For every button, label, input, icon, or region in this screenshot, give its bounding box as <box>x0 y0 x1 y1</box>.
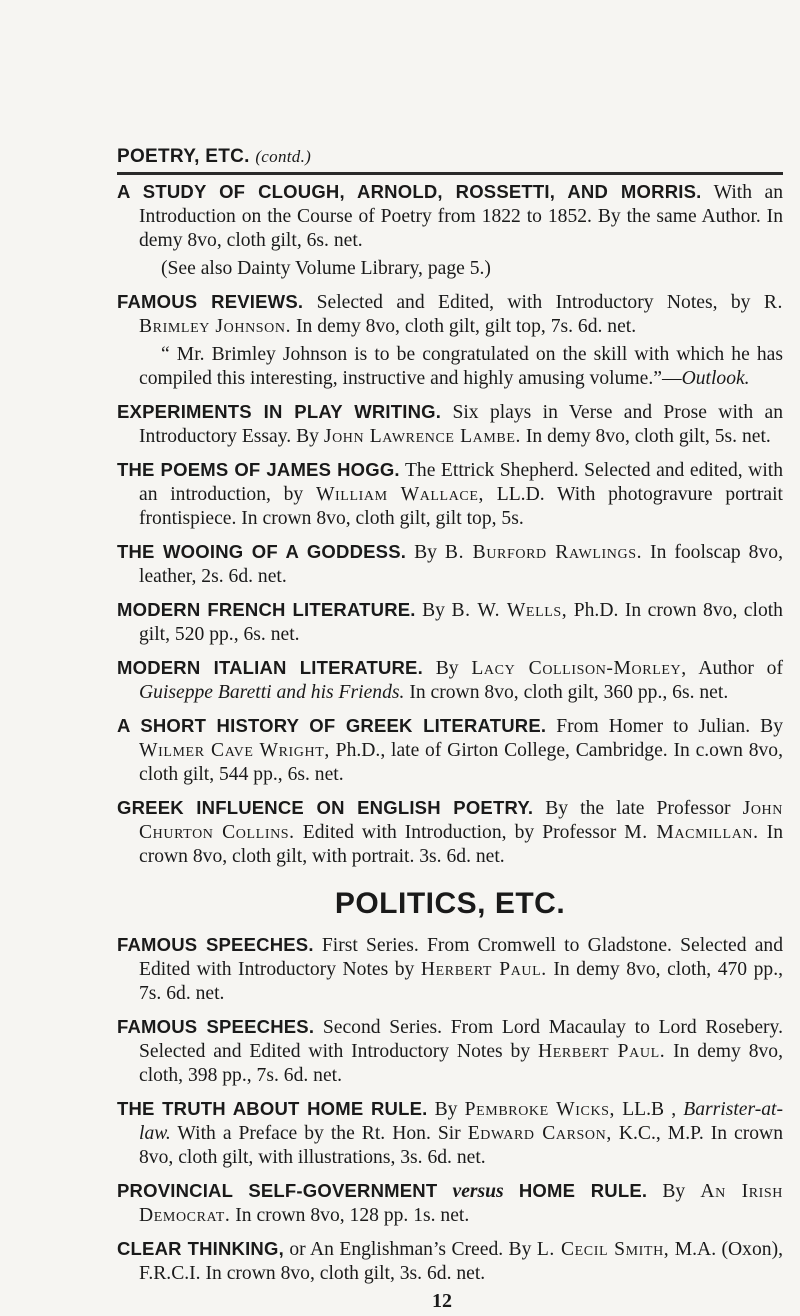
see-also-text: (See also Dainty Volume Library, page 5.) <box>161 258 491 279</box>
entry-text: M.A. (Oxon), F.R.C.I. In crown 8vo, cloth gilt, 3s. 6d. net. <box>139 1239 783 1284</box>
entry-title: A SHORT HISTORY OF GREEK LITERATURE. <box>117 715 547 736</box>
entry-modern-french <box>117 598 783 647</box>
entry-text: By <box>662 1181 686 1202</box>
author-title: Barrister-at-law. <box>139 1099 784 1144</box>
entry-experiments-play-writing <box>117 400 783 449</box>
entry-title: FAMOUS REVIEWS. <box>117 291 304 312</box>
entry-text: From Homer to Julian. By <box>556 716 784 737</box>
entry-title: MODERN FRENCH LITERATURE. <box>117 599 416 620</box>
entry-text: By <box>435 658 459 679</box>
author-name: John Churton Collins. <box>139 798 783 843</box>
author-name: An Irish Democrat. <box>139 1181 783 1226</box>
running-head-contd: (contd.) <box>255 147 312 166</box>
entry-provincial-self-government <box>117 1179 783 1228</box>
section-heading-politics: POLITICS, ETC. <box>334 887 566 920</box>
entry-title: THE POEMS OF JAMES HOGG. <box>117 459 400 480</box>
page-number: 12 <box>432 1290 452 1312</box>
author-name: B. W. Wells, <box>451 600 568 621</box>
entry-poems-james-hogg <box>117 458 783 531</box>
author-name: L. Cecil Smith, <box>536 1239 670 1260</box>
entry-text: In demy 8vo, cloth, 470 pp., 7s. 6d. net. <box>139 959 784 1004</box>
entry-famous-reviews <box>117 290 783 339</box>
author-name: Wilmer Cave Wright, <box>139 740 330 761</box>
review-quote <box>117 343 783 391</box>
header-rule <box>117 172 783 175</box>
entry-text: Selected and Edited, with Introductory Notes, by <box>316 292 751 313</box>
entry-truth-home-rule <box>117 1097 783 1170</box>
entry-text: In demy 8vo, cloth gilt, 5s. net. <box>525 426 771 447</box>
entry-text: The Ettrick Shepherd. Selected and edited, with an introduction, by <box>139 460 784 505</box>
entry-text: or An Englishman’s Creed. By <box>289 1239 532 1260</box>
entry-title: MODERN ITALIAN LITERATURE. <box>117 657 423 678</box>
quote-text: “ Mr. Brimley Johnson is to be congratulated on the skill with which he has compiled this interesting, instructive and highly amusing volume.”— <box>139 344 783 389</box>
entry-title-2: HOME RULE. <box>518 1180 648 1201</box>
see-also-note <box>117 257 783 281</box>
entry-text: In demy 8vo, cloth, 398 pp., 7s. 6d. net. <box>139 1041 783 1086</box>
entry-title: GREEK INFLUENCE ON ENGLISH POETRY. <box>117 797 534 818</box>
entry-text: LL.B , <box>622 1099 677 1120</box>
entry-text: In demy 8vo, cloth gilt, gilt top, 7s. 6d. net. <box>296 316 637 337</box>
entry-text: By <box>434 1099 458 1120</box>
entry-title: CLEAR THINKING, <box>117 1238 284 1259</box>
author-name: B. Burford Rawlings. <box>444 542 643 563</box>
running-head <box>117 146 311 168</box>
entry-text: By <box>414 542 437 563</box>
entry-greek-influence <box>117 796 783 869</box>
entry-text: In crown 8vo, 128 pp. 1s. net. <box>235 1205 470 1226</box>
entry-text: Ph.D., late of Girton College, Cambridge. In c.own 8vo, cloth gilt, 544 pp., 6s. net. <box>139 740 784 785</box>
entry-clear-thinking <box>117 1237 783 1286</box>
entry-greek-literature <box>117 714 783 787</box>
entry-text: Six plays in Verse and Prose with an Introductory Essay. By <box>139 402 783 447</box>
entry-title: THE WOOING OF A GODDESS. <box>117 541 407 562</box>
entry-text: By the late Professor <box>545 798 731 819</box>
author-name: Pembroke Wicks, <box>464 1099 616 1120</box>
entry-text: In crown 8vo, cloth gilt, 360 pp., 6s. net. <box>409 682 729 703</box>
entry-text: Edited with Introduction, by Professor <box>302 822 617 843</box>
entry-text: In crown 8vo, cloth gilt, with portrait. 3s. 6d. net. <box>139 822 783 867</box>
entry-title: A STUDY OF CLOUGH, ARNOLD, ROSSETTI, AND MORRIS. <box>117 181 702 202</box>
entry-text: LL.D. With photogravure portrait frontispiece. In crown 8vo, cloth gilt, gilt top, 5s. <box>139 484 783 529</box>
entry-title: EXPERIMENTS IN PLAY WRITING. <box>117 401 442 422</box>
entry-title: PROVINCIAL SELF-GOVERNMENT <box>117 1180 438 1201</box>
page-content <box>117 180 783 1295</box>
entry-famous-speeches-second <box>117 1015 783 1088</box>
entry-study-clough <box>117 180 783 253</box>
entry-famous-speeches-first <box>117 933 783 1006</box>
entry-text: Author of <box>698 658 783 679</box>
author-name: William Wallace, <box>315 484 485 505</box>
entry-text: Ph.D. In crown 8vo, cloth gilt, 520 pp., 6s. net. <box>139 600 783 645</box>
entry-wooing-goddess <box>117 540 783 589</box>
entry-text: With an Introduction on the Course of Poetry from 1822 to 1852. By the same Author. In demy 8vo, cloth gilt, 6s. net. <box>139 182 783 251</box>
author-name: Herbert Paul. <box>538 1041 666 1062</box>
entry-text: First Series. From Cromwell to Gladstone. Selected and Edited with Introductory Notes by <box>139 935 783 980</box>
entry-title-versus: versus <box>452 1181 504 1202</box>
author-name: R. Brimley Johnson. <box>139 292 784 337</box>
author-name: John Lawrence Lambe. <box>323 426 521 447</box>
preface-author: Edward Carson, <box>467 1123 612 1144</box>
editor-name: M. Macmillan. <box>624 822 759 843</box>
entry-text: With a Preface by the Rt. Hon. Sir <box>177 1123 461 1144</box>
entry-title: FAMOUS SPEECHES. <box>117 1016 315 1037</box>
author-name: Herbert Paul. <box>420 959 547 980</box>
entry-modern-italian <box>117 656 783 705</box>
entry-text: By <box>422 600 445 621</box>
book-title: Guiseppe Baretti and his Friends. <box>139 682 405 703</box>
entry-title: FAMOUS SPEECHES. <box>117 934 314 955</box>
author-name: Lacy Collison-Morley, <box>471 658 687 679</box>
entry-text: In foolscap 8vo, leather, 2s. 6d. net. <box>139 542 783 587</box>
entry-text: Second Series. From Lord Macaulay to Lord Rosebery. Selected and Edited with Introductory Notes by <box>139 1017 783 1062</box>
entry-text: K.C., M.P. In crown 8vo, cloth gilt, with illustrations, 3s. 6d. net. <box>139 1123 784 1168</box>
entry-title: THE TRUTH ABOUT HOME RULE. <box>117 1098 428 1119</box>
quote-source: Outlook. <box>681 368 750 389</box>
running-head-title: POETRY, ETC. <box>117 146 250 167</box>
